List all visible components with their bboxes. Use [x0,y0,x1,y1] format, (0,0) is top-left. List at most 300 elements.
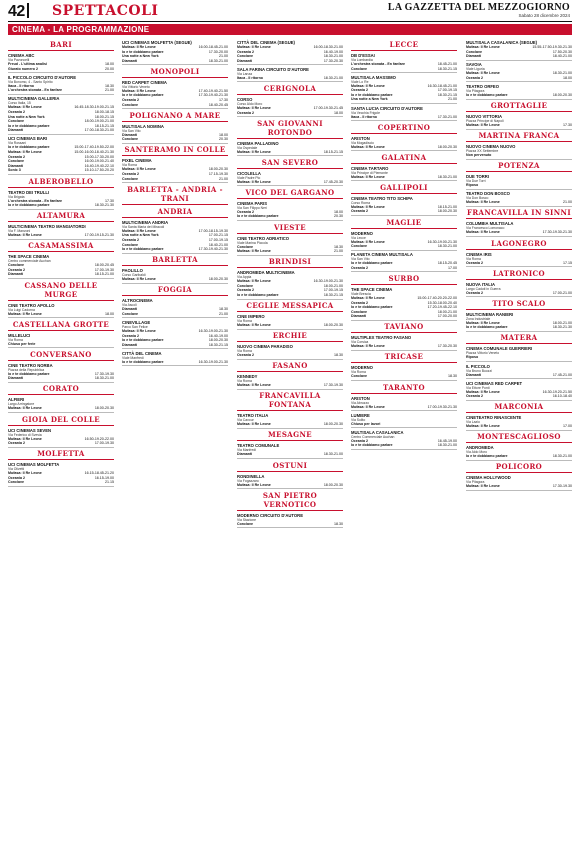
city-rule [237,94,343,95]
film-title: Mufasa: Il Re Leone [466,45,500,49]
film-showtimes: 17.30-19.40-21.30 [198,93,228,98]
film-showtimes: 18.30-21.00 [552,71,572,76]
film-row [237,59,343,64]
city-rule [8,251,114,252]
city-heading: ALBEROBELLO [28,176,94,186]
city-heading: POTENZA [498,161,540,171]
venue-address: Viale Padre Pio [237,175,261,180]
film-title: Mufasa: Il Re Leone [351,404,385,409]
film-row [237,214,343,219]
venue-separator [466,361,572,362]
film-title: Diamanti [237,58,253,63]
film-title: Io e te dobbiamo parlare [8,145,50,150]
venue-name: CINEMA PALLADINO [237,140,279,146]
venue-separator [237,64,343,65]
film-row [8,88,114,93]
venue-address: Via Ospedale [237,145,258,150]
venue-separator [351,72,457,73]
film-title: Oceania 2 [351,209,368,214]
film-title: Itaca - Il ritorno [351,114,377,119]
film-row [466,355,572,360]
venue-name: MULTICINEMA RANIERI [466,311,514,317]
film-row [351,175,457,180]
venue-separator [466,460,572,461]
venue-name: MULTICINEMA TEATRO MANGIATORDI [8,224,86,230]
film-showtimes: 18.30-21.15 [437,92,457,97]
venue-address: Via San Filippo Neri [237,205,267,210]
film-title: Io e te dobbiamo parlare [237,214,279,219]
venue-name: KENNEDY [237,374,258,380]
venue-address: Via Appia [237,275,252,280]
film-title: Oceania 2 [8,109,25,114]
venue-name: PLANETA CINEMA MULTISALA [351,252,413,258]
city-rule [237,471,343,472]
film-row [466,261,572,266]
film-showtimes: 17.45-20.30 [323,179,343,184]
film-title: Conclave [122,176,138,181]
city-heading: TAVIANO [384,322,424,332]
film-title: Oceania 2 [237,288,254,293]
film-showtimes: 20.00 [105,66,114,71]
film-title: Conclave [237,521,253,526]
film-row [466,394,572,399]
page-number-value: 42 [8,3,25,20]
film-title: Oceania 2 [351,300,368,305]
venue-name: DUE TORRI [466,174,489,180]
film-row [122,277,228,282]
film-row [8,406,114,411]
film-title: Diamanti [8,163,24,168]
film-title: Diamanti [8,128,24,133]
city-rule [237,371,343,372]
listings-columns [8,38,572,833]
venue-name: SAVOIA [466,62,482,68]
venue-separator [351,320,457,321]
film-row [8,441,114,446]
city-rule [237,198,343,199]
film-showtimes: 17.00-21.15 [208,233,228,238]
film-row [237,150,343,155]
film-showtimes: 15.00-17.30-20.00 [84,154,114,159]
city-heading: MESAGNE [267,430,313,440]
film-title: Io e te dobbiamo parlare [466,92,508,97]
venue-name: IL PICCOLO [466,363,490,369]
film-row [351,422,457,427]
film-title: Itaca - Il ritorno [237,75,263,80]
film-showtimes: 17.00-19.30-21.45 [313,105,343,110]
venue-address: Via Manfredi [237,448,256,453]
venue-address: Via Francesco Lomonaco [466,226,505,231]
city-rule [237,311,343,312]
city-rule [237,510,343,511]
film-row [237,249,343,254]
film-title: Diamanti [466,372,482,377]
film-showtimes: 18.30-21.30 [94,203,114,208]
venue-separator [122,64,228,65]
film-title: Conclave [351,374,367,379]
film-row [122,360,228,365]
city-rule [122,204,228,205]
film-row [122,137,228,142]
film-title: Io e te dobbiamo parlare [8,371,50,376]
film-showtimes: 17.30-19.30-21.30 [542,230,572,235]
page-number [8,3,33,21]
film-title: Oceania 2 [8,267,25,272]
venue-separator [237,488,343,489]
film-showtimes: 17.00-19.15-21.30 [84,233,114,238]
page-header [0,0,580,22]
film-showtimes: 17.40-19.40-21.50 [198,88,228,93]
film-title: Mufasa: Il Re Leone [237,149,271,154]
venue-separator [466,378,572,379]
film-title: Io e te dobbiamo parlare [351,443,393,448]
venue-separator [237,81,343,82]
film-title: Conclave [466,49,482,54]
venue-name: NUOVO CINEMA NUOVO [466,144,516,150]
film-title: Oceania 2 [122,237,139,242]
film-title: L'orchestra stonata - En fanfare [8,88,62,93]
film-title: Mufasa: Il Re Leone [466,484,500,489]
venue-name: MULTIPLEX TEATRO FASANO [351,335,412,341]
venue-address: Piazza XX Settembre [466,149,499,154]
film-row [351,115,457,120]
film-title: Mufasa: Il Re Leone [466,424,500,429]
venue-separator [351,449,457,450]
film-row [237,522,343,527]
film-showtimes: 17.30-20.30 [437,344,457,349]
film-title: Io e te dobbiamo parlare [122,338,164,343]
venue-address: Via Vecchia Frigole [351,110,380,115]
venue-address: Via Abruzzo [351,400,370,405]
film-row [237,422,343,427]
venue-name: RONDINELLA [237,473,265,479]
film-title: Io e te dobbiamo parlare [466,454,508,459]
film-title: Giurato numero 2 [8,66,38,71]
venue-address: Via Pitagora [466,88,485,93]
film-showtimes: 17.00-19.15 [323,288,343,293]
film-showtimes: 17.00 [448,265,457,270]
venue-separator [466,129,572,130]
film-title: Mufasa: Il Re Leone [351,344,385,349]
venue-address: Via Roma [237,379,252,384]
city-heading: MATERA [500,333,538,343]
city-heading: VIESTE [273,222,307,232]
film-row [351,145,457,150]
film-title: Oceania 2 [466,394,483,399]
city-rule [466,218,572,219]
film-showtimes: 16.40-19.00 [208,333,228,338]
film-title: Mufasa: Il Re Leone [466,71,500,76]
city-heading: MARCONIA [494,402,544,412]
venue-name: TEATRO COMUNALE [237,443,280,449]
venue-address: Piazza Principe di Napoli [466,119,504,124]
film-showtimes: 17.30-20.00 [208,49,228,54]
venue-separator [466,99,572,100]
film-title: L'orchestra stonata - En fanfare [351,62,405,66]
film-showtimes: 17.00-19.30-21.30 [427,404,457,409]
venue-separator [351,215,457,216]
film-showtimes: 21.00 [563,200,572,205]
venue-name: TEATRO DON BOSCO [466,191,510,197]
film-title: Io e te dobbiamo parlare [351,305,393,310]
venue-name: MILLELUCI [8,332,31,338]
film-row [8,233,114,238]
city-rule [122,295,228,296]
venue-separator [122,108,228,109]
venue-address: Via Ascoli [122,303,137,308]
city-rule [466,412,572,413]
film-showtimes: 15.30-18.00-20.40 [427,300,457,305]
city-heading: CEGLIE MESSAPICA [246,301,334,311]
venue-separator [237,185,343,186]
film-row [237,353,343,358]
venue-name: CINETEATRO RINASCENTE [466,415,522,421]
venue-separator [237,389,343,390]
venue-separator [8,94,114,95]
venue-separator [466,331,572,332]
city-heading: MAGLIE [386,217,422,227]
film-showtimes: 17.15 [563,260,572,265]
city-heading: CERIGNOLA [263,83,317,93]
film-title: Conclave [351,309,367,314]
film-title: Conclave [351,244,367,249]
film-title: Chiuso per lavori [351,421,381,426]
film-row [122,343,228,348]
film-showtimes: 18.00-20.30 [437,144,457,149]
column-5 [466,38,572,833]
city-rule [351,50,457,51]
venue-separator [351,103,457,104]
venue-name: PIXEL CINEMA [122,158,152,164]
city-rule [466,111,572,112]
city-rule [8,187,114,188]
venue-address: Via Olivetti [8,467,25,472]
venue-name: UCI CINEMAS MOLFETTA [8,462,60,468]
city-rule [237,410,343,411]
city-rule [466,279,572,280]
film-row [466,93,572,98]
film-showtimes: 16.30-19.20-21.50 [542,389,572,394]
film-title: Sonic 3 [8,168,21,173]
film-title: Conclave [8,159,24,164]
film-showtimes: 18.00-20.30 [437,209,457,214]
venue-address: Via Roma [237,319,252,324]
film-showtimes: 18.00-20.30 [208,338,228,343]
city-rule [8,360,114,361]
film-title: Mufasa: Il Re Leone [8,406,42,411]
city-rule [8,425,114,426]
city-rule [8,459,114,460]
film-showtimes: 18.30 [334,353,343,358]
venue-address: Via Roma [466,256,481,261]
film-showtimes: 21.00 [219,176,228,181]
venue-address: Via Due Torri [466,179,486,184]
film-title: Conclave [8,119,24,124]
film-row [8,376,114,381]
city-rule [466,141,572,142]
film-title: Diamanti [8,376,24,381]
venue-name: CINEMA ABC [8,53,35,58]
film-showtimes: 18.00-20.30 [94,406,114,411]
column-1 [8,38,114,833]
venue-name: CINEMA PARIS [237,200,268,206]
city-rule [351,133,457,134]
venue-separator [351,410,457,411]
venue-name: SANTA LUCIA CIRCUITO D'AUTORE [351,105,423,111]
film-showtimes: 18.00 [334,110,343,115]
section-banner: CINEMA - LA PROGRAMMAZIONE [8,24,572,35]
film-showtimes: 16.30-19.00-21.30 [198,328,228,333]
venue-separator [237,220,343,221]
city-heading: BARLETTA - ANDRIA - TRANI [127,184,223,203]
venue-separator [351,150,457,151]
film-showtimes: 16.15-18.45-21.20 [84,471,114,476]
film-title: Oceania 2 [237,49,254,54]
venue-address: Via Corsica [351,340,369,345]
city-rule [237,233,343,234]
venue-address: Via Bruno Buozzi [466,368,492,373]
film-row [237,483,343,488]
film-title: Diamanti [466,54,482,59]
film-showtimes: 17.00-19.30 [94,441,114,446]
venue-name: MODERNO CIRCUITO D'AUTORE [237,512,303,518]
venue-name: MODERNO [351,230,373,236]
venue-address: Centro commerciale Auchan [8,259,51,264]
city-heading: FOGGIA [157,285,193,295]
film-title: Diamanti [8,272,24,277]
film-title: Mufasa: Il Re Leone [237,422,271,427]
venue-address: Via Bonomo, 4 - Santo Spirito [8,79,53,84]
venue-separator [351,120,457,121]
venue-separator [237,155,343,156]
venue-address: Via Vittorio Veneto [122,84,150,89]
film-showtimes: 18.00-18.15 [94,109,114,114]
city-heading: MONTESCAGLIOSO [477,432,561,442]
city-rule [466,171,572,172]
film-showtimes: 18.30-21.00 [323,54,343,59]
film-title: Riposo [466,183,479,188]
city-heading: MARTINA FRANCA [478,131,560,141]
film-title: Diamanti [122,58,138,63]
film-showtimes: 21.00 [105,88,114,93]
film-title: Io e te dobbiamo parlare [122,359,164,364]
venue-address: Via Lombardia [351,58,373,62]
film-showtimes: 18.30-21.30 [552,325,572,330]
city-rule [351,393,457,394]
film-title: Riposo [466,355,479,360]
film-showtimes: 17.00 [563,424,572,429]
venue-separator [466,490,572,491]
venue-address: Corso Italia, 15 [8,101,31,106]
film-showtimes: 18.30-21.00 [94,376,114,381]
film-showtimes: 18.40-20.45 [208,102,228,107]
venue-name: THE SPACE CINEMA [8,254,50,260]
city-rule [8,394,114,395]
venue-separator [466,430,572,431]
venue-separator [237,458,343,459]
film-showtimes: 18.30-21.00 [323,452,343,457]
film-showtimes: 21.00 [334,249,343,254]
film-title: Mufasa: Il Re Leone [466,123,500,128]
venue-address: Parco San Felice [122,324,148,329]
venue-name: RED CARPET CINEMA [122,79,167,85]
film-showtimes: 17.30-21.00 [437,114,457,119]
film-showtimes: 16.30-19.00-21.30 [313,279,343,284]
venue-separator [8,239,114,240]
film-title: Conclave [122,102,138,107]
city-heading: CASAMASSIMA [28,241,94,251]
film-showtimes: 16.15-19.00 [94,475,114,480]
venue-name: NUOVA ITALIA [466,281,495,287]
film-showtimes: 18.30-21.00 [437,174,457,179]
venue-name: ARISTON [351,395,370,401]
film-title: Mufasa: Il Re Leone [122,88,156,93]
city-heading: FRANCAVILLA FONTANA [259,391,321,410]
venue-name: UCI CINEMAS RED CARPET [466,380,523,386]
venue-separator [466,189,572,190]
city-heading: POLICORO [495,462,543,472]
venue-name: UCI CINEMAS MOLFETTA (SEGUE) [122,40,192,45]
film-title: Oceania 2 [466,260,483,265]
city-heading: ANDRIA [157,206,193,216]
film-title: Io e te dobbiamo parlare [122,49,164,54]
city-heading: CORATO [42,384,80,394]
city-heading: TRICASE [384,352,424,362]
venue-name: CINEMA TEATRO TITO SCHIPA [351,195,413,201]
city-heading: GALLIPOLI [380,182,428,192]
film-showtimes: 18.30 [334,244,343,249]
film-showtimes: 16.00-19.00-21.40 [84,159,114,164]
venue-separator [466,296,572,297]
film-row [8,480,114,485]
venue-separator [8,278,114,279]
film-title: Mufasa: Il Re Leone [351,239,385,244]
venue-name: PAOLILLO [122,268,143,274]
film-title: Oceania 2 [466,290,483,295]
venue-separator [8,174,114,175]
venue-separator [351,380,457,381]
city-heading: SANTERAMO IN COLLE [124,145,226,155]
film-row [237,323,343,328]
city-rule [237,267,343,268]
venue-address: Via Roma [237,349,252,354]
venue-address: Via Fogazzaro [237,478,259,483]
city-rule [8,330,114,331]
city-rule [237,341,343,342]
film-showtimes: 15.00-16.00-18.40-21.30 [74,150,114,155]
film-title: Io e te dobbiamo parlare [8,203,50,208]
film-showtimes: 18.00 [105,311,114,316]
venue-separator [122,182,228,183]
film-row [466,230,572,235]
column-4 [351,38,457,833]
city-heading: GALATINA [381,152,427,162]
venue-address: Via San Vito [351,257,370,262]
venue-separator [122,283,228,284]
section-title: SPETTACOLI [52,3,159,19]
film-title: Oceania 2 [237,209,254,214]
city-heading: BARI [49,40,73,49]
venue-separator [466,400,572,401]
city-rule [351,284,457,285]
city-rule [466,442,572,443]
film-title: Non pervenuto [466,153,492,158]
city-rule [8,221,114,222]
film-showtimes: 21.00 [219,54,228,59]
film-row [351,344,457,349]
film-showtimes: 18.15-20.45 [437,261,457,266]
film-row [122,312,228,317]
